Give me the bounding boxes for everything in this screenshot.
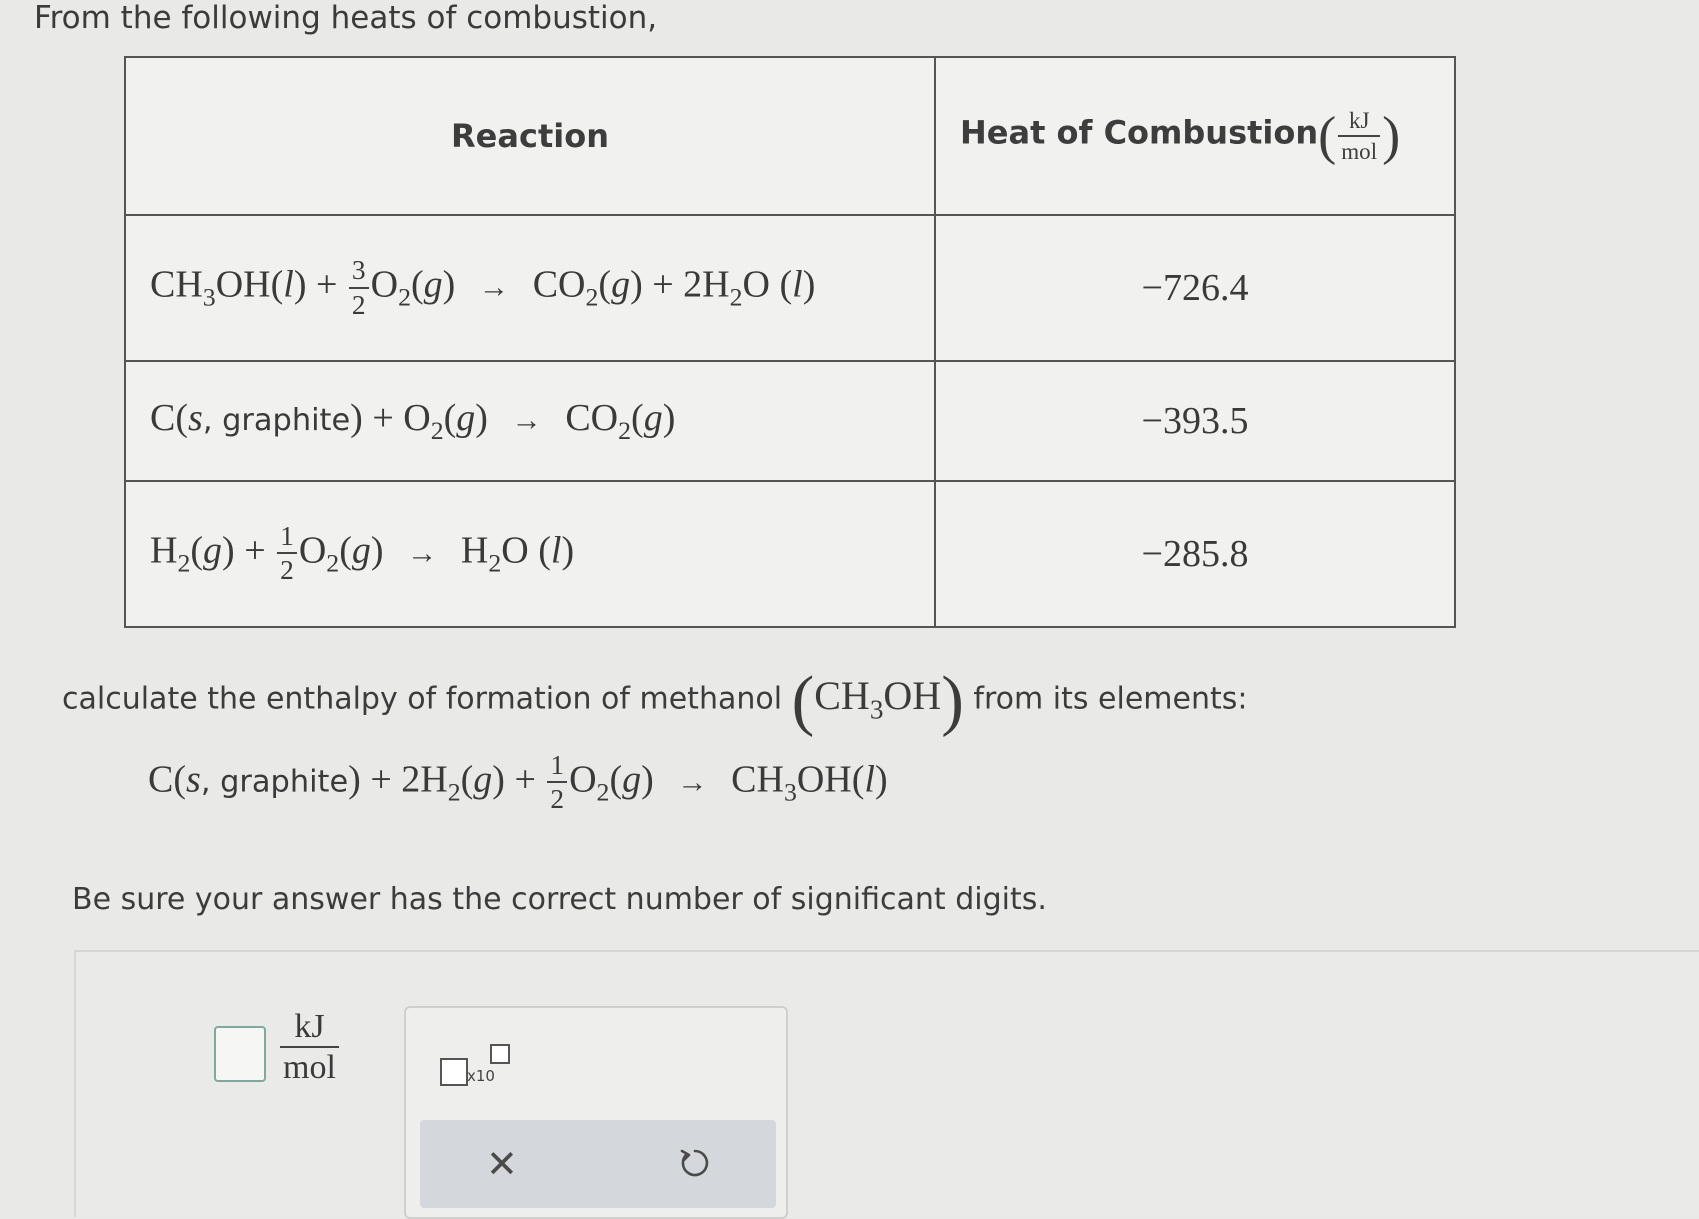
answer-unit-num: kJ	[280, 1010, 339, 1048]
header-unit-den: mol	[1341, 137, 1378, 164]
answer-input[interactable]	[214, 1026, 266, 1082]
question-prompt: calculate the enthalpy of formation of methanol $(CH_3OH)$ from its elements:	[62, 661, 1248, 737]
math-tool-panel	[404, 1006, 788, 1219]
methanol-formula: $(CH_3OH)$	[791, 661, 964, 737]
table-header-row	[125, 57, 1455, 215]
close-icon[interactable]: ✕	[486, 1142, 518, 1186]
combustion-table	[124, 56, 1456, 628]
heat-value: −726.4	[935, 215, 1455, 361]
reaction-graphite-combustion: C(s, graphite) + $O_2(g) \to CO_2(g)$	[125, 361, 935, 480]
arrow-icon: →	[407, 535, 438, 570]
reaction-hydrogen-combustion: $H_2(g)$ + $\frac{1}{2}$ $O_2(g) \to H_2O$ (l)	[125, 481, 935, 627]
header-heat-label: Heat of Combustion	[960, 113, 1319, 152]
answer-unit-den: mol	[283, 1049, 336, 1086]
arrow-icon: →	[677, 764, 708, 799]
scientific-notation-button[interactable]	[440, 1044, 520, 1088]
header-heat-of-combustion	[935, 57, 1455, 215]
undo-icon[interactable]	[678, 1146, 712, 1184]
action-bar	[420, 1120, 776, 1208]
arrow-icon: →	[478, 269, 510, 304]
table-row	[125, 481, 1455, 627]
formation-reaction: C(s, graphite) + $2H_2(g)$ + $\frac{1}{2}$ $O_2(g) \to CH_3OH(l)$	[148, 750, 888, 815]
heat-value: −285.8	[935, 481, 1455, 627]
reaction-methanol-combustion: $CH_3OH(l)$ + $\frac{3}{2}$ $O_2(g) \to CO_2(g) + 2H_2O$ (l)	[125, 215, 935, 361]
table-row	[125, 361, 1455, 480]
table-row	[125, 215, 1455, 361]
sig-fig-note: Be sure your answer has the correct number of significant digits.	[72, 882, 1047, 917]
header-unit: ( $\frac{kJ}{\text{mol}}$ )	[1318, 106, 1401, 166]
answer-unit	[278, 1010, 341, 1085]
heat-value: −393.5	[935, 361, 1455, 480]
arrow-icon: →	[511, 402, 542, 437]
header-unit-num: kJ	[1338, 109, 1380, 136]
x10-label: x10	[467, 1067, 495, 1085]
exponent-box-icon	[490, 1044, 510, 1064]
intro-text: From the following heats of combustion,	[34, 0, 658, 36]
mantissa-box-icon	[440, 1058, 468, 1086]
header-reaction: Reaction	[125, 57, 935, 215]
